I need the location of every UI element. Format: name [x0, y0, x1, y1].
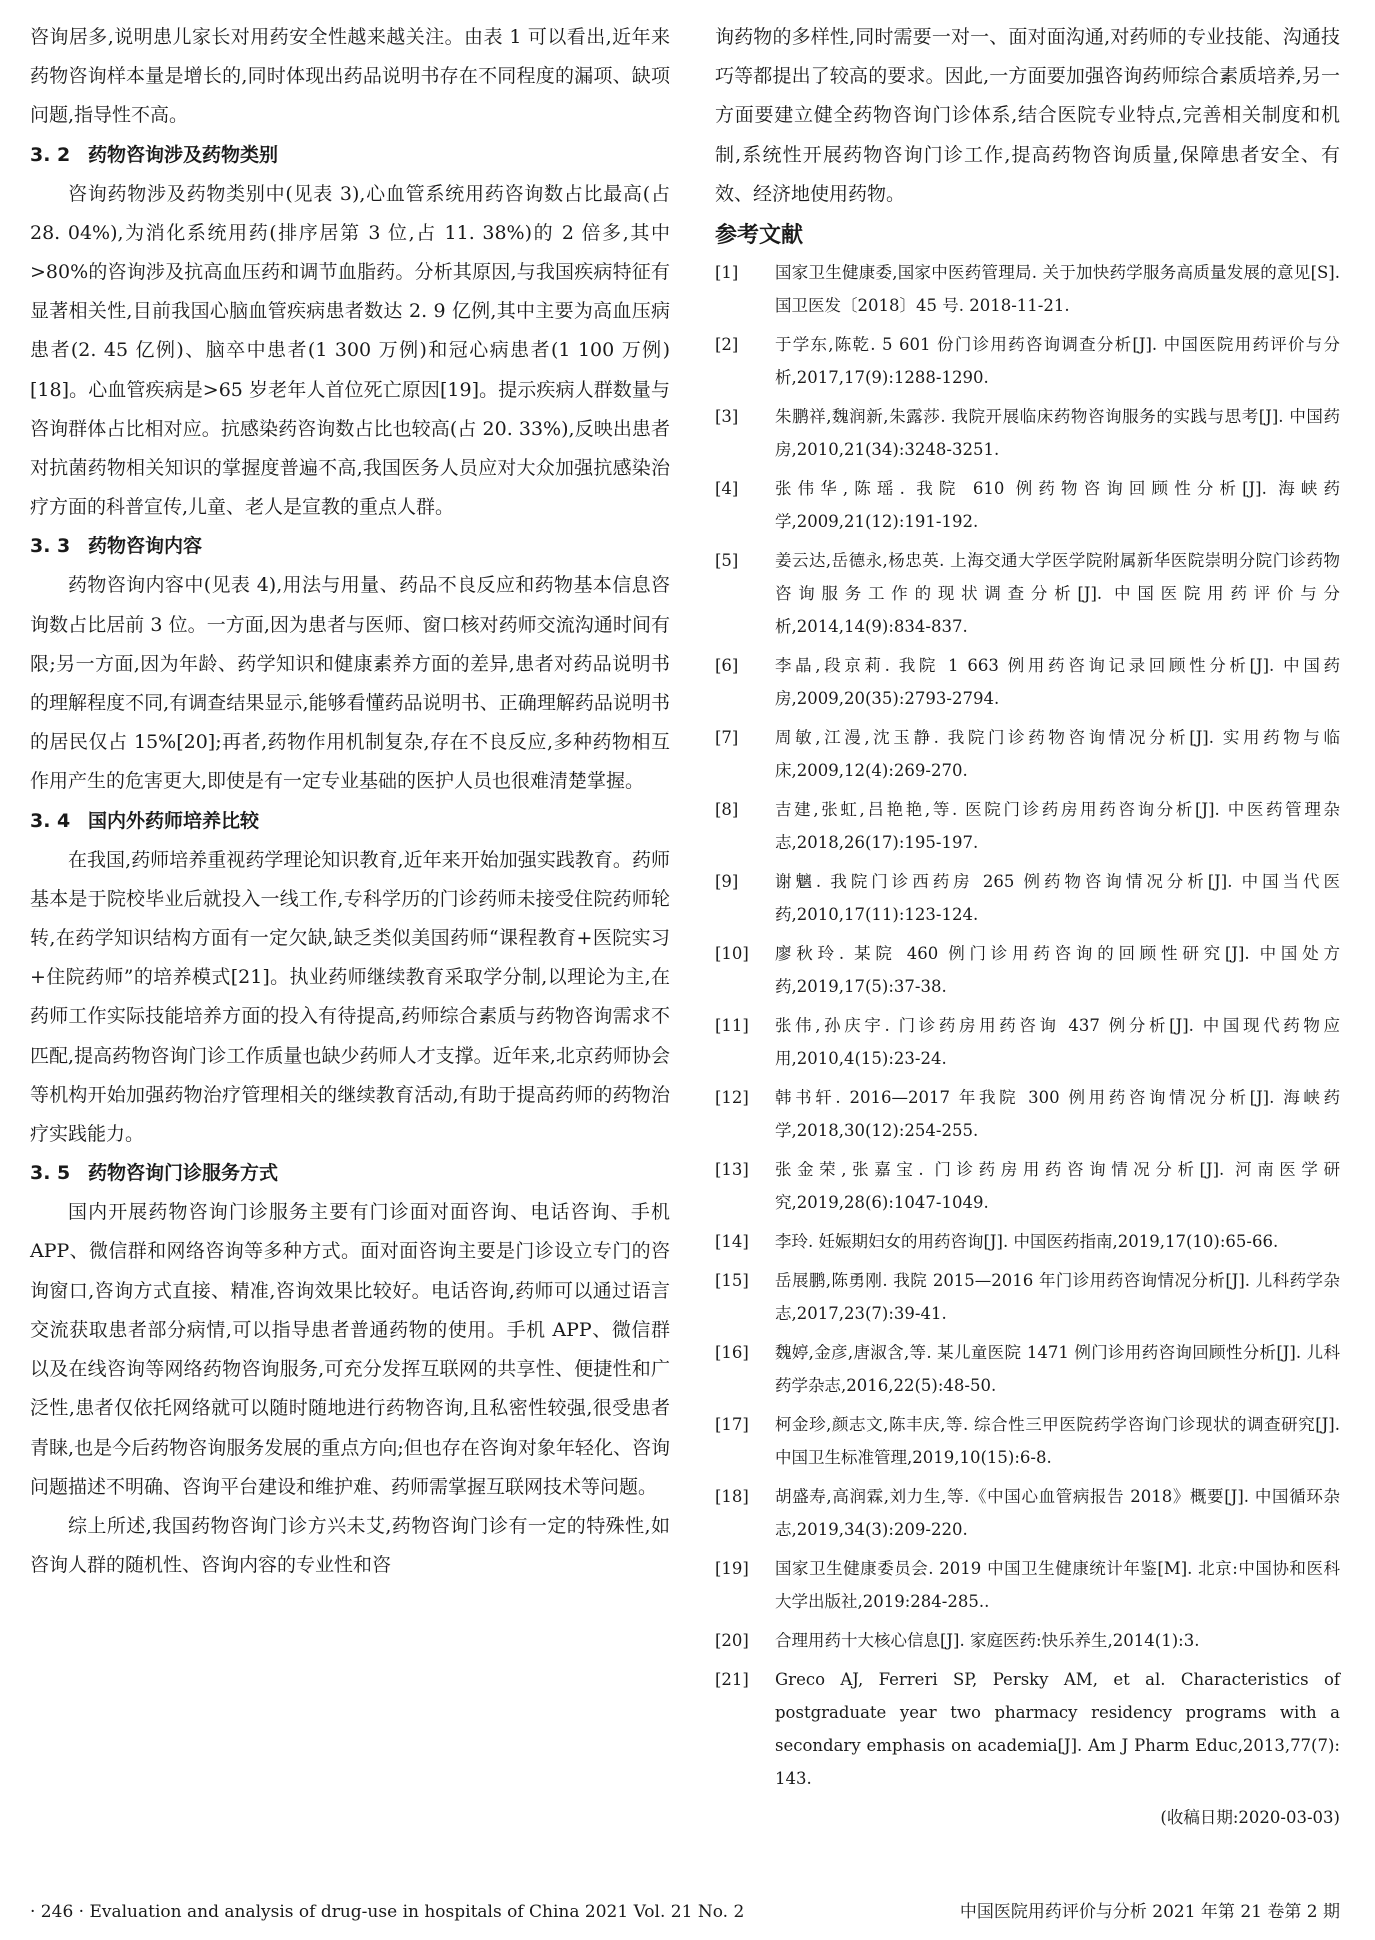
references-heading: 参考文献: [715, 223, 804, 249]
reference-number: [8]: [715, 800, 739, 820]
reference-item: [715, 1480, 1340, 1546]
reference-text: 魏婷,金彦,唐淑含,等. 某儿童医院 1471 例门诊用药咨询回顾性分析[J]. 儿科药学杂志,2016,22(5):48-50.: [775, 1343, 1340, 1396]
reference-text: 张金荣,张嘉宝. 门诊药房用药咨询情况分析[J]. 河南医学研究,2019,28(6):1047-1049.: [775, 1160, 1340, 1213]
section-number: 3. 3: [30, 535, 71, 558]
paragraph-intro: 咨询居多,说明患儿家长对用药安全性越来越关注。由表 1 可以看出,近年来药物咨询样本量是增长的,同时体现出药品说明书存在不同程度的漏项、缺项问题,指导性不高。: [30, 26, 670, 127]
reference-number: [21]: [715, 1670, 749, 1690]
footer-journal-chinese: 中国医院用药评价与分析 2021 年第 21 卷第 2 期: [959, 1902, 1340, 1922]
reference-item: [715, 1264, 1340, 1330]
section-heading-3-4: [30, 802, 670, 841]
section-heading-3-5: [30, 1154, 670, 1193]
section-number: 3. 4: [30, 809, 71, 832]
reference-item: [715, 1624, 1340, 1657]
reference-text: 合理用药十大核心信息[J]. 家庭医药:快乐养生,2014(1):3.: [775, 1631, 1200, 1651]
reference-item: [715, 1153, 1340, 1219]
reference-text: 张伟,孙庆宇. 门诊药房用药咨询 437 例分析[J]. 中国现代药物应用,2010,4(15):23-24.: [775, 1016, 1340, 1069]
reference-text: 吉建,张虹,吕艳艳,等. 医院门诊药房用药咨询分析[J]. 中医药管理杂志,2018,26(17):195-197.: [775, 800, 1340, 853]
footer-journal-english: · 246 · Evaluation and analysis of drug-use in hospitals of China 2021 Vol. 21 No. 2: [30, 1902, 745, 1922]
reference-number: [18]: [715, 1487, 749, 1507]
paragraph-service-modes: 国内开展药物咨询门诊服务主要有门诊面对面咨询、电话咨询、手机 APP、微信群和网络咨询等多种方式。面对面咨询主要是门诊设立专门的咨询窗口,咨询方式直接、精准,咨询效果比较好。电话咨询,药师可以通过语言交流获取患者部分病情,可以指导患者普通药物的使用。手机 APP、微信群以及在线咨询等网络药物咨询服务,可充分发挥互联网的共享性、便捷性和广泛性,患者仅依托网络就可以随时随地进行药物咨询,且私密性较强,很受患者青睐,也是今后药物咨询服务发展的重点方向;但也存在咨询对象年轻化、咨询问题描述不明确、咨询平台建设和维护难、药师需掌握互联网技术等问题。: [30, 1201, 670, 1498]
reference-number: [10]: [715, 944, 749, 964]
section-heading-3-3: [30, 527, 670, 566]
paragraph-pharmacist-training: 在我国,药师培养重视药学理论知识教育,近年来开始加强实践教育。药师基本是于院校毕业后就投入一线工作,专科学历的门诊药师未接受住院药师轮转,在药学知识结构方面有一定欠缺,缺乏类似美国药师“课程教育+医院实习+住院药师”的培养模式[21]。执业药师继续教育采取学分制,以理论为主,在药师工作实际技能培养方面的投入有待提高,药师综合素质与药物咨询需求不匹配,提高药物咨询门诊工作质量也缺少药师人才支撑。近年来,北京药师协会等机构开始加强药物治疗管理相关的继续教育活动,有助于提高药师的药物治疗实践能力。: [30, 848, 670, 1146]
reference-text: 胡盛寿,高润霖,刘力生,等.《中国心血管病报告 2018》概要[J]. 中国循环杂志,2019,34(3):209-220.: [775, 1487, 1340, 1540]
reference-number: [1]: [715, 263, 739, 283]
reference-number: [9]: [715, 872, 739, 892]
reference-item: [715, 793, 1340, 859]
reference-item: [715, 937, 1340, 1003]
reference-item: [715, 1663, 1340, 1795]
reference-number: [14]: [715, 1232, 749, 1252]
reference-number: [4]: [715, 479, 739, 499]
reference-text: 张伟华,陈瑶. 我院 610 例药物咨询回顾性分析[J]. 海峡药学,2009,21(12):191-192.: [775, 479, 1340, 532]
reference-text: 谢魑. 我院门诊西药房 265 例药物咨询情况分析[J]. 中国当代医药,2010,17(11):123-124.: [775, 872, 1340, 925]
reference-text: 李玲. 妊娠期妇女的用药咨询[J]. 中国医药指南,2019,17(10):65-66.: [775, 1232, 1279, 1252]
reference-number: [6]: [715, 656, 739, 676]
section-title: 药物咨询涉及药物类别: [88, 143, 279, 166]
reference-text: 岳展鹏,陈勇刚. 我院 2015—2016 年门诊用药咨询情况分析[J]. 儿科药学杂志,2017,23(7):39-41.: [775, 1271, 1340, 1324]
reference-number: [16]: [715, 1343, 749, 1363]
reference-text: 朱鹏祥,魏润新,朱露莎. 我院开展临床药物咨询服务的实践与思考[J]. 中国药房,2010,21(34):3248-3251.: [775, 407, 1340, 460]
section-number: 3. 5: [30, 1162, 71, 1185]
reference-number: [20]: [715, 1631, 749, 1651]
reference-number: [15]: [715, 1271, 749, 1291]
reference-text: 韩书轩. 2016—2017 年我院 300 例用药咨询情况分析[J]. 海峡药学,2018,30(12):254-255.: [775, 1088, 1340, 1141]
reference-text: 姜云达,岳德永,杨忠英. 上海交通大学医学院附属新华医院崇明分院门诊药物咨询服务工作的现状调查分析[J]. 中国医院用药评价与分析,2014,14(9):834-837.: [775, 551, 1340, 637]
reference-number: [11]: [715, 1016, 749, 1036]
reference-item: [715, 328, 1340, 394]
paragraph-summary: 综上所述,我国药物咨询门诊方兴未艾,药物咨询门诊有一定的特殊性,如咨询人群的随机性、咨询内容的专业性和咨: [30, 1514, 670, 1577]
reference-number: [17]: [715, 1415, 749, 1435]
section-heading-3-2: [30, 136, 670, 175]
reference-item: [715, 1408, 1340, 1474]
reference-number: [2]: [715, 335, 739, 355]
reference-text: 国家卫生健康委,国家中医药管理局. 关于加快药学服务高质量发展的意见[S]. 国卫医发〔2018〕45 号. 2018-11-21.: [775, 263, 1340, 316]
reference-item: [715, 1225, 1340, 1258]
reference-number: [13]: [715, 1160, 749, 1180]
reference-item: [715, 1336, 1340, 1402]
reference-item: [715, 865, 1340, 931]
reference-text: 廖秋玲. 某院 460 例门诊用药咨询的回顾性研究[J]. 中国处方药,2019,17(5):37-38.: [775, 944, 1340, 997]
reference-item: [715, 721, 1340, 787]
reference-text: 于学东,陈乾. 5 601 份门诊用药咨询调查分析[J]. 中国医院用药评价与分析,2017,17(9):1288-1290.: [775, 335, 1340, 388]
paragraph-drug-categories: 咨询药物涉及药物类别中(见表 3),心血管系统用药咨询数占比最高(占 28. 04%),为消化系统用药(排序居第 3 位,占 11. 38%)的 2 倍多,其中>80%的咨询涉及抗高血压药和调节血脂药。分析其原因,与我国疾病特征有显著相关性,目前我国心脑血管疾病患者数达 2. 9 亿例,其中主要为高血压病患者(2. 45 亿例)、脑卒中患者(1 300 万例)和冠心病患者(1 100 万例)[18]。心血管疾病是>65 岁老年人首位死亡原因[19]。提示疾病人群数量与咨询群体占比相对应。抗感染药咨询数占比也较高(占 20. 33%),反映出患者对抗菌药物相关知识的掌握度普遍不高,我国医务人员应对大众加强抗感染治疗方面的科普宣传,儿童、老人是宣教的重点人群。: [30, 182, 670, 519]
reference-number: [5]: [715, 551, 739, 571]
reference-item: [715, 472, 1340, 538]
reference-number: [12]: [715, 1088, 749, 1108]
reference-item: [715, 256, 1340, 322]
reference-item: [715, 1081, 1340, 1147]
reference-number: [19]: [715, 1559, 749, 1579]
paragraph-conclusion: 询药物的多样性,同时需要一对一、面对面沟通,对药师的专业技能、沟通技巧等都提出了较高的要求。因此,一方面要加强咨询药师综合素质培养,另一方面要建立健全药物咨询门诊体系,结合医院专业特点,完善相关制度和机制,系统性开展药物咨询门诊工作,提高药物咨询质量,保障患者安全、有效、经济地使用药物。: [715, 26, 1340, 205]
paragraph-consultation-content: 药物咨询内容中(见表 4),用法与用量、药品不良反应和药物基本信息咨询数占比居前 3 位。一方面,因为患者与医师、窗口核对药师交流沟通时间有限;另一方面,因为年龄、药学知识和健康素养方面的差异,患者对药品说明书的理解程度不同,有调查结果显示,能够看懂药品说明书、正确理解药品说明书的居民仅占 15%[20];再者,药物作用机制复杂,存在不良反应,多种药物相互作用产生的危害更大,即使是有一定专业基础的医护人员也很难清楚掌握。: [30, 574, 670, 793]
reference-item: [715, 544, 1340, 643]
section-title: 药物咨询内容: [88, 535, 203, 558]
reference-text: 周敏,江漫,沈玉静. 我院门诊药物咨询情况分析[J]. 实用药物与临床,2009,12(4):269-270.: [775, 728, 1340, 781]
section-title: 药物咨询门诊服务方式: [88, 1162, 279, 1185]
reference-item: [715, 1009, 1340, 1075]
reference-number: [7]: [715, 728, 739, 748]
received-date: (收稿日期:2020-03-03): [1160, 1808, 1340, 1828]
reference-list: [715, 256, 1340, 1795]
reference-text: 李晶,段京莉. 我院 1 663 例用药咨询记录回顾性分析[J]. 中国药房,2009,20(35):2793-2794.: [775, 656, 1340, 709]
reference-text: 国家卫生健康委员会. 2019 中国卫生健康统计年鉴[M]. 北京:中国协和医科大学出版社,2019:284-285..: [775, 1559, 1340, 1612]
section-number: 3. 2: [30, 143, 71, 166]
reference-item: [715, 649, 1340, 715]
left-column: [30, 18, 670, 1585]
reference-text: Greco AJ, Ferreri SP, Persky AM, et al. Characteristics of postgraduate year two pharmacy residency programs with a secondary emphasis on academia[J]. Am J Pharm Educ,2013,77(7): 143.: [775, 1670, 1340, 1789]
reference-number: [3]: [715, 407, 739, 427]
reference-item: [715, 1552, 1340, 1618]
section-title: 国内外药师培养比较: [88, 809, 260, 832]
right-column: [715, 18, 1340, 1834]
reference-item: [715, 400, 1340, 466]
reference-text: 柯金珍,颜志文,陈丰庆,等. 综合性三甲医院药学咨询门诊现状的调查研究[J]. 中国卫生标准管理,2019,10(15):6-8.: [775, 1415, 1340, 1468]
